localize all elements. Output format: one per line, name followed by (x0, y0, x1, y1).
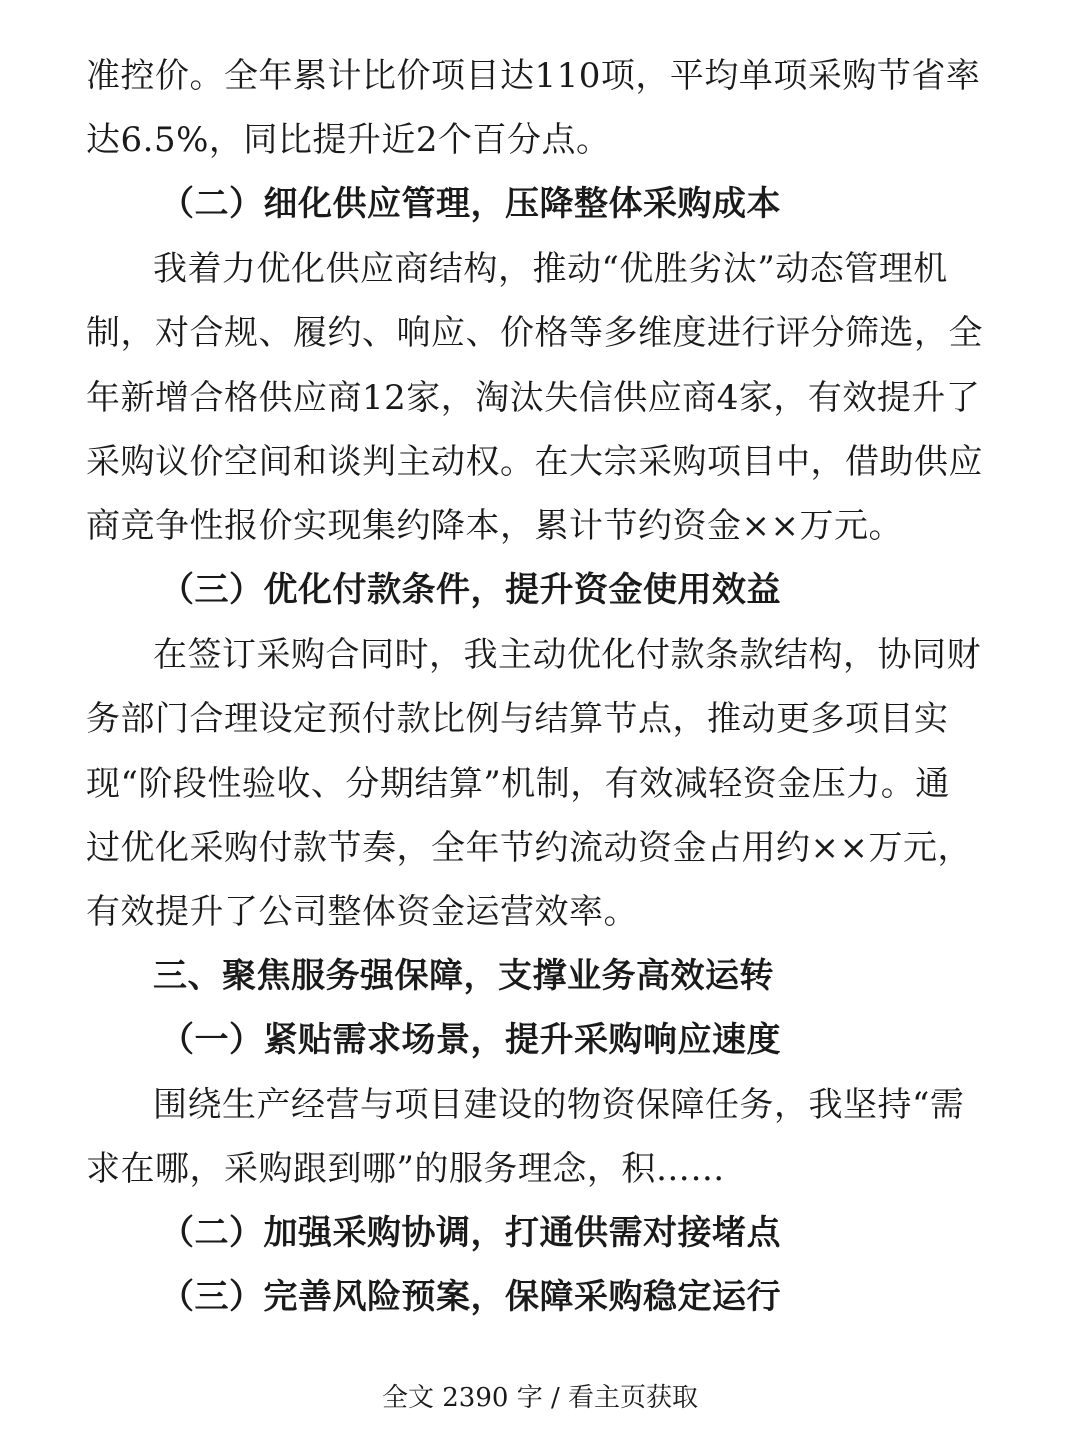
body-line: 年新增合格供应商12家，淘汰失信供应商4家，有效提升了 (86, 378, 981, 418)
footer-note: 全文 2390 字 / 看主页获取 (382, 1383, 698, 1413)
part-heading-3: 三、聚焦服务强保障，支撑业务高效运转 (153, 956, 774, 996)
section-heading-3: （三）优化付款条件，提升资金使用效益 (160, 570, 781, 610)
body-line: 在签订采购合同时，我主动优化付款条款结构，协同财 (153, 635, 981, 675)
section-heading-2: （二）细化供应管理，压降整体采购成本 (160, 184, 781, 224)
body-line: 商竞争性报价实现集约降本，累计节约资金××万元。 (86, 506, 903, 546)
body-line: 采购议价空间和谈判主动权。在大宗采购项目中，借助供应 (86, 442, 983, 482)
body-line: 达6.5%，同比提升近2个百分点。 (86, 120, 611, 160)
subsection-heading-1: （一）紧贴需求场景，提升采购响应速度 (160, 1020, 781, 1060)
body-line: 务部门合理设定预付款比例与结算节点，推动更多项目实 (86, 699, 949, 739)
body-line: 过优化采购付款节奏，全年节约流动资金占用约××万元， (86, 828, 972, 868)
body-line: 求在哪，采购跟到哪”的服务理念，积…… (86, 1149, 725, 1189)
body-line: 围绕生产经营与项目建设的物资保障任务，我坚持“需 (153, 1085, 965, 1125)
body-line: 制，对合规、履约、响应、价格等多维度进行评分筛选，全 (86, 313, 983, 353)
body-line: 有效提升了公司整体资金运营效率。 (86, 892, 638, 932)
body-line: 准控价。全年累计比价项目达110项，平均单项采购节省率 (86, 56, 981, 96)
body-line: 现“阶段性验收、分期结算”机制，有效减轻资金压力。通 (86, 764, 950, 804)
body-line: 我着力优化供应商结构，推动“优胜劣汰”动态管理机 (153, 249, 948, 289)
subsection-heading-3: （三）完善风险预案，保障采购稳定运行 (160, 1277, 781, 1317)
subsection-heading-2: （二）加强采购协调，打通供需对接堵点 (160, 1213, 781, 1253)
